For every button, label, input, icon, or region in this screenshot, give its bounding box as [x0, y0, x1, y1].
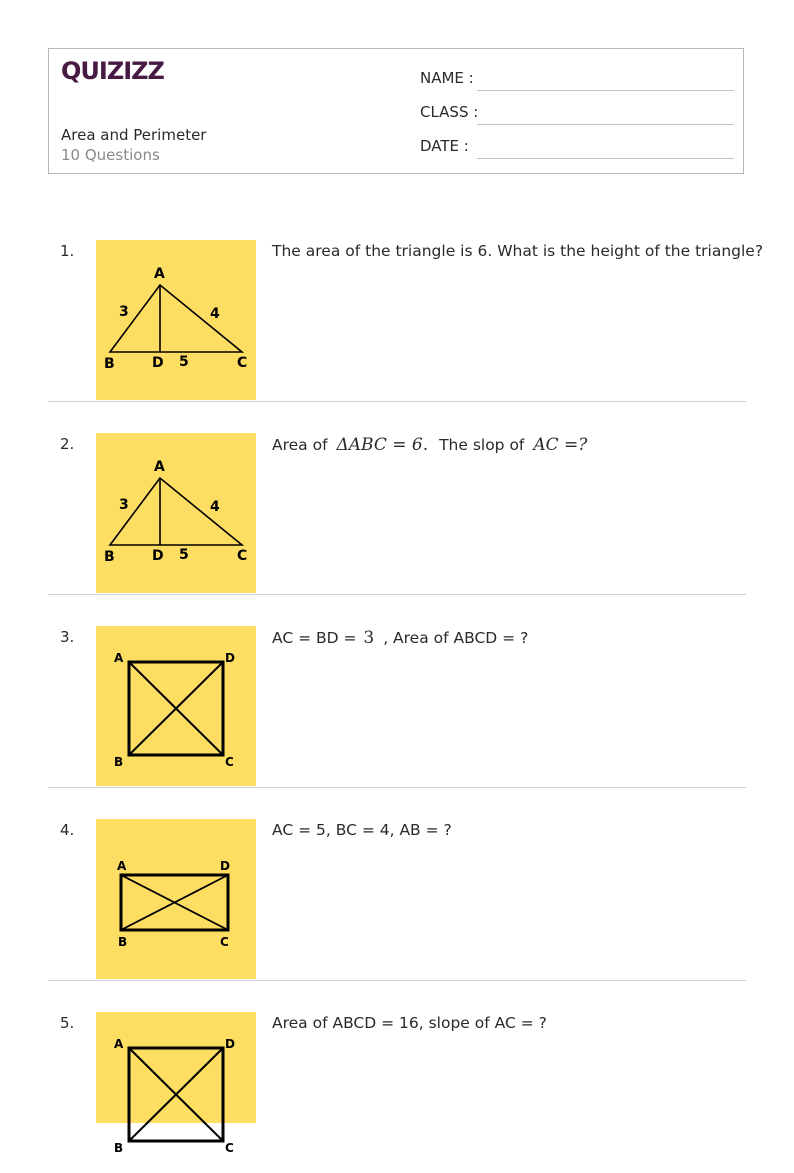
vertex-label-d: D	[152, 355, 164, 371]
question-text	[272, 435, 587, 455]
triangle-diagram	[96, 240, 256, 400]
name-label: NAME :	[420, 69, 474, 87]
question-3	[48, 626, 746, 788]
vertex-label-d: D	[220, 859, 230, 873]
worksheet-header	[48, 48, 744, 174]
vertex-label-b: B	[114, 755, 124, 769]
name-line	[477, 90, 734, 91]
question-number: 2.	[60, 435, 75, 453]
question-text	[272, 628, 528, 648]
vertex-label-b: B	[114, 1141, 124, 1155]
question-text: Area of ABCD = 16, slope of AC = ?	[272, 1014, 547, 1032]
rectangle-figure	[96, 819, 256, 979]
vertex-label-b: B	[104, 356, 115, 372]
vertex-label-b: B	[118, 935, 128, 949]
name-field[interactable]	[420, 69, 734, 89]
side-label-bc: 5	[179, 354, 189, 370]
question-1	[48, 240, 764, 402]
vertex-label-b: B	[104, 549, 115, 565]
rectangle-diagram	[96, 819, 256, 979]
worksheet-title: Area and Perimeter	[61, 126, 207, 144]
question-2	[48, 433, 746, 595]
vertex-label-c: C	[225, 755, 234, 769]
square-diagram	[96, 1012, 256, 1172]
side-label-ab: 3	[119, 497, 129, 513]
question-text-part: , Area of ABCD = ?	[383, 629, 529, 647]
vertex-label-a: A	[154, 266, 165, 282]
class-line	[477, 124, 734, 125]
vertex-label-d: D	[225, 1037, 235, 1051]
triangle-figure	[96, 433, 256, 593]
question-number: 1.	[60, 242, 75, 260]
question-4	[48, 819, 746, 981]
date-line	[477, 158, 734, 159]
vertex-label-c: C	[237, 355, 248, 371]
vertex-label-a: A	[154, 459, 165, 475]
square-figure	[96, 1012, 256, 1155]
side-label-ab: 3	[119, 304, 129, 320]
question-text: AC = 5, BC = 4, AB = ?	[272, 821, 452, 839]
square-figure	[96, 626, 256, 786]
date-field[interactable]	[420, 137, 734, 157]
question-number: 5.	[60, 1014, 75, 1032]
question-number: 4.	[60, 821, 75, 839]
vertex-label-a: A	[114, 1037, 124, 1051]
vertex-label-c: C	[225, 1141, 234, 1155]
triangle-diagram	[96, 433, 256, 593]
class-label: CLASS :	[420, 103, 479, 121]
math-expression: AC =?	[533, 435, 588, 455]
triangle-figure	[96, 240, 256, 400]
side-label-ac: 4	[210, 499, 220, 515]
side-label-ac: 4	[210, 306, 220, 322]
quizizz-logo: QUIZIZZ	[61, 57, 164, 85]
square-diagram	[96, 626, 256, 786]
vertex-label-a: A	[117, 859, 127, 873]
triangle-shape	[110, 478, 242, 545]
class-field[interactable]	[420, 103, 734, 123]
vertex-label-d: D	[152, 548, 164, 564]
question-5	[48, 1012, 746, 1173]
vertex-label-a: A	[114, 651, 124, 665]
side-label-bc: 5	[179, 547, 189, 563]
triangle-shape	[110, 285, 242, 352]
question-text-part: AC = BD =	[272, 629, 357, 647]
question-text-part: Area of	[272, 436, 328, 454]
vertex-label-d: D	[225, 651, 235, 665]
question-text-part: The slop of	[439, 436, 525, 454]
question-number: 3.	[60, 628, 75, 646]
vertex-label-c: C	[237, 548, 248, 564]
vertex-label-c: C	[220, 935, 229, 949]
date-label: DATE :	[420, 137, 469, 155]
question-count: 10 Questions	[61, 146, 160, 164]
math-expression: 3	[363, 628, 375, 648]
math-expression: ΔABC = 6.	[336, 435, 429, 455]
question-text: The area of the triangle is 6. What is the height of the triangle?	[272, 242, 764, 260]
